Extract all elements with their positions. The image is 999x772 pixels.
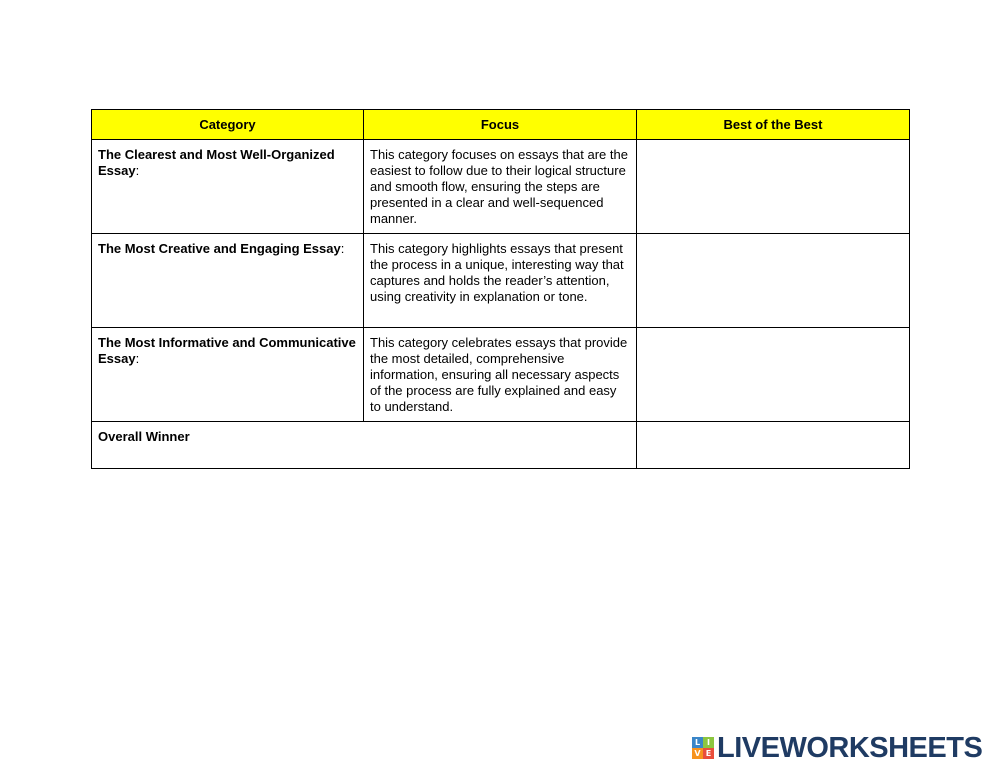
category-cell [92, 234, 364, 328]
table-row [92, 140, 910, 234]
best-cell[interactable] [637, 234, 910, 328]
category-suffix: : [135, 351, 140, 366]
logo-badge-letter: L [692, 737, 703, 748]
logo-badge-letter: V [692, 748, 703, 759]
liveworksheets-logo [692, 733, 982, 763]
award-table [91, 109, 910, 469]
best-cell[interactable] [637, 328, 910, 422]
overall-winner-label: Overall Winner [92, 422, 637, 469]
table-row [92, 328, 910, 422]
header-category: Category [92, 110, 364, 140]
header-best-of-the-best: Best of the Best [637, 110, 910, 140]
category-suffix: : [340, 241, 345, 256]
table-row [92, 234, 910, 328]
header-row [92, 110, 910, 140]
overall-winner-cell[interactable] [637, 422, 910, 469]
logo-badge-letter: I [703, 737, 714, 748]
logo-badge-letter: E [703, 748, 714, 759]
focus-cell: This category focuses on essays that are the easiest to follow due to their logical structure and smooth flow, ensuring the steps are presented in a clear and well-sequenced manner. [364, 140, 637, 234]
category-name: The Most Informative and Communicative Essay [98, 335, 356, 366]
category-name: The Clearest and Most Well-Organized Essay [98, 147, 335, 178]
category-cell [92, 328, 364, 422]
logo-badge-icon [692, 737, 714, 759]
category-cell [92, 140, 364, 234]
best-cell[interactable] [637, 140, 910, 234]
overall-winner-row [92, 422, 910, 469]
focus-cell: This category highlights essays that present the process in a unique, interesting way that captures and holds the reader’s attention, using creativity in explanation or tone. [364, 234, 637, 328]
header-focus: Focus [364, 110, 637, 140]
logo-text: LIVEWORKSHEETS [717, 731, 983, 764]
category-name: The Most Creative and Engaging Essay [98, 241, 341, 256]
category-suffix: : [135, 163, 140, 178]
focus-cell: This category celebrates essays that provide the most detailed, comprehensive information, ensuring all necessary aspects of the process are fully explained and easy to understand. [364, 328, 637, 422]
